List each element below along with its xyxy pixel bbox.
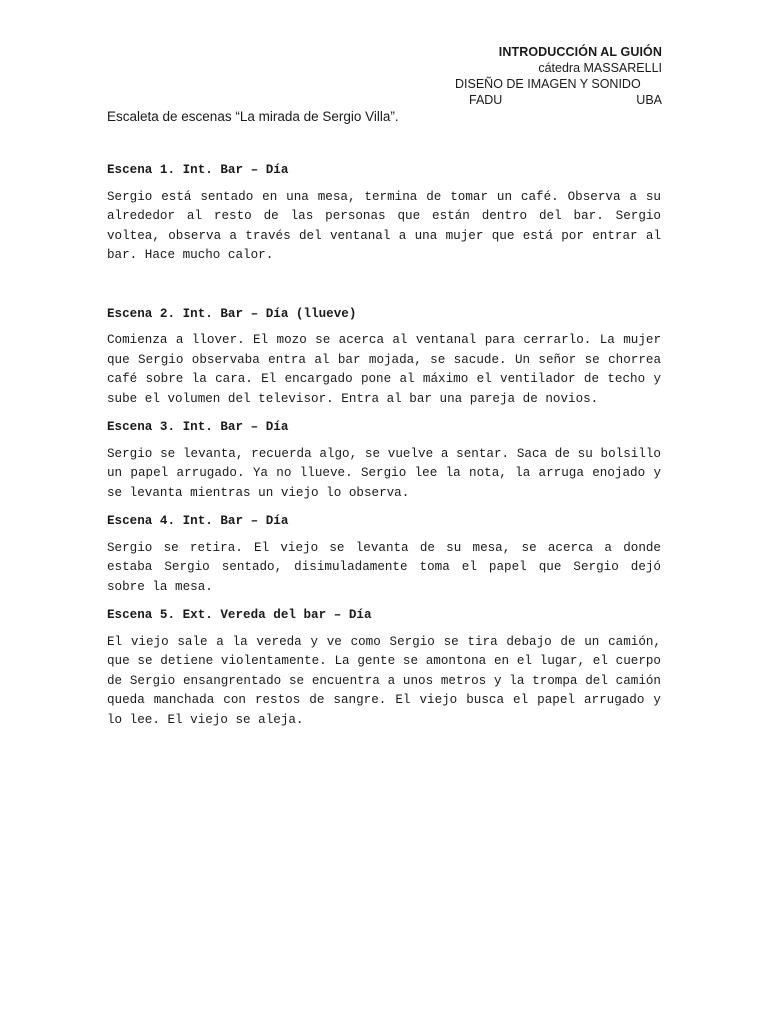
scene-2 [107, 305, 661, 410]
scene-description: Sergio se levanta, recuerda algo, se vuelve a sentar. Saca de su bolsillo un papel arrugado. Ya no llueve. Sergio lee la nota, la arruga enojado y se levanta mientras un viejo lo observa. [107, 446, 661, 500]
scene-description: Sergio está sentado en una mesa, termina de tomar un café. Observa a su alrededor al resto de las personas que están dentro del bar. Sergio voltea, observa a través del ventanal a una mujer que está por entrar al bar. Hace mucho calor. [107, 189, 661, 262]
document-header [440, 44, 662, 108]
chair-name: cátedra MASSARELLI [538, 61, 662, 75]
scene-4 [107, 512, 661, 597]
scene-description: Sergio se retira. El viejo se levanta de su mesa, se acerca a donde estaba Sergio sentado, disimuladamente toma el papel que Sergio dejó sobre la mesa. [107, 540, 661, 594]
scene-heading: Escena 2. Int. Bar – Día (llueve) [107, 306, 357, 321]
scene-list [107, 161, 661, 730]
scene-heading: Escena 4. Int. Bar – Día [107, 514, 289, 528]
university-name: UBA [636, 93, 662, 107]
scene-heading: Escena 1. Int. Bar – Día [107, 163, 289, 177]
scene-description: Comienza a llover. El mozo se acerca al ventanal para cerrarlo. La mujer que Sergio observaba entra al bar mojada, se sacude. Un señor se chorrea café sobre la cara. El encargado pone al máximo el ventilador de techo y sube el volumen del televisor. Entra al bar una pareja de novios. [107, 333, 661, 406]
document-title: Escaleta de escenas “La mirada de Sergio Villa”. [107, 109, 399, 124]
scene-1 [107, 161, 661, 266]
career-name: DISEÑO DE IMAGEN Y SONIDO [455, 77, 641, 91]
scene-5 [107, 606, 661, 730]
faculty-name: FADU [469, 93, 503, 107]
scene-3 [107, 418, 661, 503]
course-name: INTRODUCCIÓN AL GUIÓN [498, 45, 662, 59]
scene-heading: Escena 3. Int. Bar – Día [107, 420, 289, 434]
scene-description: El viejo sale a la vereda y ve como Sergio se tira debajo de un camión, que se detiene violentamente. La gente se amontona en el lugar, el cuerpo de Sergio ensangrentado se encuentra a unos metros y la trompa del camión queda manchada con restos de sangre. El viejo busca el papel arrugado y lo lee. El viejo se aleja. [107, 634, 661, 727]
institution-row [440, 92, 662, 108]
scene-heading: Escena 5. Ext. Vereda del bar – Día [107, 608, 372, 622]
